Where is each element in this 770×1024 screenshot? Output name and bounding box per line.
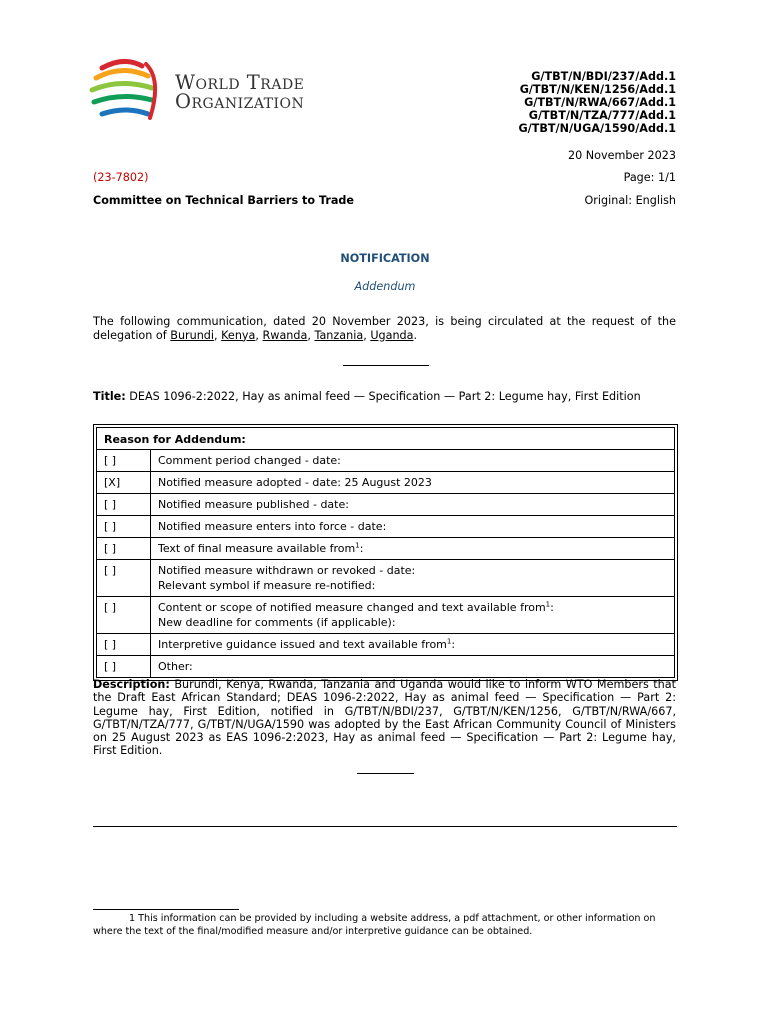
footnote-rule: [93, 909, 239, 910]
footnote-ref: 1: [355, 541, 360, 550]
member-burundi-link[interactable]: Burundi: [170, 328, 215, 342]
committee-name: Committee on Technical Barriers to Trade: [93, 194, 354, 207]
table-row: [97, 538, 675, 560]
logo-arc-red-right: [146, 64, 155, 118]
title-label: Title:: [93, 390, 126, 403]
reason-label: Text of final measure available from$^1$:: [151, 538, 675, 560]
logo-arc-green: [92, 83, 152, 90]
footnote-text: 1 This information can be provided by including a website address, a pdf attachment, or other information on where the text of the final/modified measure and/or interpretive guidance can be obtained.: [93, 913, 656, 937]
footnote: [93, 913, 678, 938]
member-kenya-link[interactable]: Kenya: [221, 328, 256, 342]
reason-label: Notified measure published - date:: [151, 494, 675, 516]
member-tanzania-link[interactable]: Tanzania: [314, 328, 364, 342]
reason-for-addendum-table: [93, 424, 678, 681]
notification-heading: NOTIFICATION: [340, 252, 430, 265]
title-text: DEAS 1096-2:2022, Hay as animal feed — Specification — Part 2: Legume hay, First Edition: [125, 390, 641, 403]
table-row: [97, 494, 675, 516]
reason-table-header: Reason for Addendum:: [97, 428, 675, 450]
addendum-subheading: Addendum: [354, 280, 416, 293]
checkbox-content-changed[interactable]: [ ]: [97, 597, 151, 634]
checkbox-interpretive-guidance[interactable]: [ ]: [97, 634, 151, 656]
logo-arc-orange: [96, 70, 148, 78]
reason-label: Comment period changed - date:: [151, 450, 675, 472]
symbol-bdi: G/TBT/N/BDI/237/Add.1: [531, 70, 676, 83]
description-label: Description:: [93, 678, 170, 691]
table-row: [97, 450, 675, 472]
organization-name: [175, 73, 304, 111]
org-name-line1: World Trade: [175, 71, 305, 94]
logo-arc-red: [102, 61, 142, 68]
section-divider: [93, 826, 677, 827]
table-row: [97, 560, 675, 597]
member-uganda-link[interactable]: Uganda: [370, 328, 414, 342]
symbol-ken: G/TBT/N/KEN/1256/Add.1: [519, 83, 676, 96]
checkbox-final-text[interactable]: [ ]: [97, 538, 151, 560]
wto-logo-icon: [84, 58, 164, 128]
reason-label: Notified measure enters into force - date:: [151, 516, 675, 538]
document-date: 20 November 2023: [567, 149, 676, 162]
intro-text: The following communication, dated 20 November 2023, is being circulated at the request of the delegation of: [93, 315, 676, 342]
description-paragraph: [93, 678, 676, 758]
table-row: [97, 634, 675, 656]
reason-label: Content or scope of notified measure changed and text available from$^1$: New deadline for comments (if applicable):: [151, 597, 675, 634]
separator-line: [343, 365, 429, 366]
checkbox-withdrawn[interactable]: [ ]: [97, 560, 151, 597]
original-language: Original: English: [584, 194, 676, 207]
checkbox-measure-adopted[interactable]: [X]: [97, 472, 151, 494]
reason-label: Interpretive guidance issued and text available from$^1$:: [151, 634, 675, 656]
reason-label: Notified measure withdrawn or revoked - date: Relevant symbol if measure re-notified:: [151, 560, 675, 597]
footnote-ref: 1: [545, 600, 551, 609]
logo-arc-darkgreen: [94, 96, 152, 102]
table-row: [97, 516, 675, 538]
checkbox-measure-published[interactable]: [ ]: [97, 494, 151, 516]
symbol-rwa: G/TBT/N/RWA/667/Add.1: [524, 96, 676, 109]
checkbox-other[interactable]: [ ]: [97, 656, 151, 678]
document-symbols: [518, 70, 676, 135]
document-number: (23-7802): [93, 171, 149, 184]
page-indicator: Page: 1/1: [623, 171, 676, 184]
org-name-line2: Organization: [175, 90, 305, 113]
footnote-ref: 1: [446, 637, 452, 646]
title-line: [93, 390, 693, 403]
table-row: [97, 656, 675, 678]
separator-line: [357, 773, 414, 774]
table-row: [97, 597, 675, 634]
symbol-uga: G/TBT/N/UGA/1590/Add.1: [518, 122, 676, 135]
reason-label: Notified measure adopted - date: 25 August 2023: [151, 472, 675, 494]
description-text: Burundi, Kenya, Rwanda, Tanzania and Uganda would like to inform WTO Members that the Draft East African Standard; DEAS 1096-2:2022, Hay as animal feed — Specification — Part 2: Legume hay, First Edition, notified in G/TBT/N/BDI/237, G/TBT/N/KEN/1256, G/TBT/N/RWA/667, G/TBT/N/TZA/777, G/TBT/N/UGA/1590 was adopted by the East African Community Council of Ministers on 25 August 2023 as EAS 1096-2:2023, Hay as animal feed — Specification — Part 2: Legume hay, First Edition.: [93, 678, 676, 758]
checkbox-enters-into-force[interactable]: [ ]: [97, 516, 151, 538]
reason-label: Other:: [151, 656, 675, 678]
member-rwanda-link[interactable]: Rwanda: [262, 328, 308, 342]
logo-arc-blue: [102, 110, 148, 114]
intro-paragraph: The following communication, dated 20 November 2023, is being circulated at the request of the delegation of Burundi, Kenya, Rwanda, Tanzania, Uganda.: [93, 315, 676, 342]
table-row: [97, 472, 675, 494]
checkbox-comment-period[interactable]: [ ]: [97, 450, 151, 472]
symbol-tza: G/TBT/N/TZA/777/Add.1: [528, 109, 676, 122]
